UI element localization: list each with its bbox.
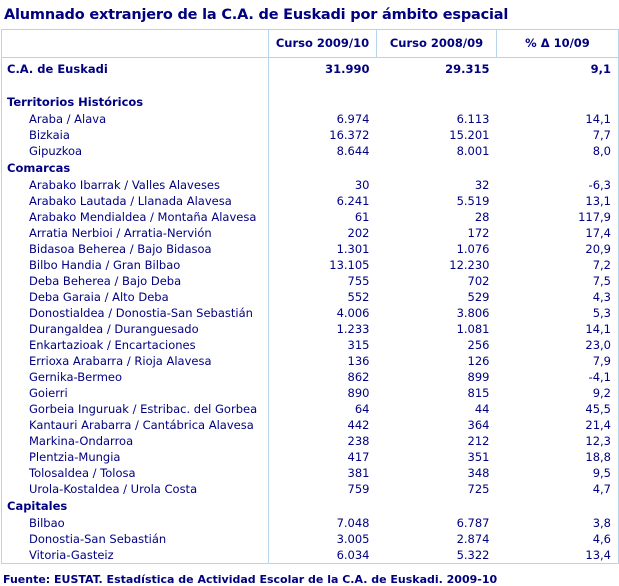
- row-label: Tolosaldea / Tolosa: [29, 465, 136, 480]
- row-label: Territorios Históricos: [7, 94, 144, 109]
- row-value-col1: 6.034: [269, 547, 377, 564]
- row-value-col2: 3.806: [456, 305, 490, 320]
- row-value-col2: [377, 159, 497, 177]
- row-value-col3: [497, 93, 619, 111]
- row-label-cell: [2, 80, 269, 93]
- table-header: [2, 30, 619, 58]
- row-label-cell: [2, 353, 269, 369]
- row-label-cell: [2, 531, 269, 547]
- row-value-col3: 12,3: [497, 433, 619, 449]
- column-header-percent-change: % Δ 10/09: [497, 30, 619, 58]
- row-label: Arratia Nerbioi / Arratia-Nervión: [29, 225, 212, 240]
- row-label-cell: [2, 515, 269, 531]
- row-value-col2: 702: [467, 273, 490, 288]
- row-value-col3: 9,1: [497, 58, 619, 81]
- row-label: Goierri: [29, 385, 68, 400]
- table-row: [2, 159, 619, 177]
- row-value-col1: 6.974: [336, 111, 370, 126]
- row-value-col2: 2.874: [456, 531, 490, 546]
- row-label: Enkartazioak / Encartaciones: [29, 337, 196, 352]
- row-label: Gorbeia Inguruak / Estribac. del Gorbea: [29, 401, 258, 416]
- row-value-col1: 64: [354, 401, 370, 416]
- row-value-col1: 16.372: [329, 127, 370, 142]
- row-value-col3: 117,9: [497, 209, 619, 225]
- row-label-cell: [2, 321, 269, 337]
- row-label: Arabako Ibarrak / Valles Alaveses: [29, 177, 220, 192]
- table-row: [2, 80, 619, 93]
- row-label: C.A. de Euskadi: [7, 61, 108, 76]
- row-label-cell: [2, 385, 269, 401]
- row-value-col3: 14,1: [497, 321, 619, 337]
- row-label-cell: [2, 193, 269, 209]
- table-body: [2, 58, 619, 564]
- statistics-table: [1, 29, 619, 564]
- row-value-col1: 862: [347, 369, 370, 384]
- table-row: [2, 465, 619, 481]
- row-value-col3: 9,5: [497, 465, 619, 481]
- row-value-col3: 7,9: [497, 353, 619, 369]
- row-value-col2: 212: [467, 433, 490, 448]
- table-row: [2, 305, 619, 321]
- row-value-col3: 8,0: [497, 143, 619, 159]
- row-label-cell: [2, 58, 269, 81]
- row-value-col2: 1.081: [456, 321, 490, 336]
- row-value-col1: 1.233: [336, 321, 370, 336]
- row-value-col3: 45,5: [497, 401, 619, 417]
- row-label-cell: [2, 433, 269, 449]
- row-value-col2: 126: [467, 353, 490, 368]
- row-label-cell: [2, 143, 269, 159]
- row-label-cell: [2, 225, 269, 241]
- row-value-col2: 44: [474, 401, 490, 416]
- row-value-col2: [377, 80, 497, 93]
- table-row: [2, 369, 619, 385]
- row-label: Deba Beherea / Bajo Deba: [29, 273, 182, 288]
- row-value-col1: 8.644: [336, 143, 370, 158]
- row-value-col1: [269, 497, 377, 515]
- row-value-col1: 1.301: [336, 241, 370, 256]
- row-label-cell: [2, 241, 269, 257]
- table-row: [2, 273, 619, 289]
- row-label: Araba / Alava: [29, 111, 107, 126]
- row-label-cell: [2, 273, 269, 289]
- row-value-col3: 17,4: [497, 225, 619, 241]
- row-value-col2: 172: [467, 225, 490, 240]
- table-row: [2, 289, 619, 305]
- row-label: Arabako Mendialdea / Montaña Alavesa: [29, 209, 257, 224]
- row-value-col1: 61: [354, 209, 370, 224]
- row-value-col3: [497, 497, 619, 515]
- row-label: Arabako Lautada / Llanada Alavesa: [29, 193, 232, 208]
- row-label-cell: [2, 547, 269, 564]
- row-label: Bidasoa Beherea / Bajo Bidasoa: [29, 241, 212, 256]
- table-row: [2, 481, 619, 497]
- row-label: Urola-Kostaldea / Urola Costa: [29, 481, 198, 496]
- row-value-col3: 7,7: [497, 127, 619, 143]
- row-value-col3: 20,9: [497, 241, 619, 257]
- row-value-col1: [269, 159, 377, 177]
- row-label: Kantauri Arabarra / Cantábrica Alavesa: [29, 417, 254, 432]
- row-value-col3: 3,8: [497, 515, 619, 531]
- row-value-col2: 256: [467, 337, 490, 352]
- row-label-cell: [2, 305, 269, 321]
- row-label: Vitoria-Gasteiz: [29, 547, 114, 562]
- row-value-col2: 32: [474, 177, 490, 192]
- table-row: [2, 449, 619, 465]
- row-value-col3: [497, 159, 619, 177]
- row-value-col3: 4,7: [497, 481, 619, 497]
- row-value-col2: 348: [467, 465, 490, 480]
- row-value-col3: 13,1: [497, 193, 619, 209]
- row-value-col1: 315: [347, 337, 370, 352]
- row-label-cell: [2, 417, 269, 433]
- row-value-col1: 238: [347, 433, 370, 448]
- table-row: [2, 111, 619, 127]
- table-row: [2, 547, 619, 564]
- table-row: [2, 209, 619, 225]
- row-label-cell: [2, 111, 269, 127]
- table-row: [2, 515, 619, 531]
- row-value-col2: 529: [467, 289, 490, 304]
- row-value-col1: [269, 80, 377, 93]
- table-row: [2, 58, 619, 81]
- row-value-col1: 202: [347, 225, 370, 240]
- row-value-col2: 899: [467, 369, 490, 384]
- table-row: [2, 353, 619, 369]
- row-value-col1: 31.990: [325, 61, 370, 76]
- row-label-cell: [2, 481, 269, 497]
- row-value-col2: 364: [467, 417, 490, 432]
- row-value-col3: [497, 80, 619, 93]
- table-row: [2, 417, 619, 433]
- header-row: [2, 30, 619, 58]
- row-value-col3: 23,0: [497, 337, 619, 353]
- row-label-cell: [2, 369, 269, 385]
- row-value-col1: 552: [347, 289, 370, 304]
- table-row: [2, 143, 619, 159]
- table-row: [2, 497, 619, 515]
- row-value-col2: 15.201: [449, 127, 490, 142]
- table-row: [2, 257, 619, 273]
- row-value-col1: 13.105: [329, 257, 370, 272]
- row-label: Donostia-San Sebastián: [29, 531, 167, 546]
- row-value-col2: 815: [467, 385, 490, 400]
- row-value-col1: 6.241: [336, 193, 370, 208]
- row-label: Bizkaia: [29, 127, 70, 142]
- table-row: [2, 321, 619, 337]
- row-label-cell: [2, 465, 269, 481]
- row-value-col2: 8.001: [456, 143, 490, 158]
- table-row: [2, 337, 619, 353]
- row-label: Deba Garaia / Alto Deba: [29, 289, 169, 304]
- row-value-col1: 381: [347, 465, 370, 480]
- row-value-col3: 5,3: [497, 305, 619, 321]
- row-value-col2: 5.519: [456, 193, 490, 208]
- row-label: Capitales: [7, 498, 68, 513]
- row-value-col3: 7,2: [497, 257, 619, 273]
- row-value-col1: 759: [347, 481, 370, 496]
- row-value-col3: 7,5: [497, 273, 619, 289]
- row-label-cell: [2, 177, 269, 193]
- row-value-col3: 9,2: [497, 385, 619, 401]
- row-label: Gipuzkoa: [29, 143, 83, 158]
- column-header-curso-2008-09: Curso 2008/09: [377, 30, 497, 58]
- row-value-col2: 28: [474, 209, 490, 224]
- row-value-col2: 29.315: [445, 61, 490, 76]
- row-label: Plentzia-Mungia: [29, 449, 121, 464]
- row-value-col2: 12.230: [449, 257, 490, 272]
- row-value-col1: 7.048: [336, 515, 370, 530]
- row-value-col3: -6,3: [497, 177, 619, 193]
- row-label: Errioxa Arabarra / Rioja Alavesa: [29, 353, 212, 368]
- row-value-col3: 14,1: [497, 111, 619, 127]
- row-value-col2: 5.322: [377, 547, 497, 564]
- table-row: [2, 385, 619, 401]
- row-value-col1: 417: [347, 449, 370, 464]
- table-row: [2, 531, 619, 547]
- source-note: Fuente: EUSTAT. Estadística de Actividad Escolar de la C.A. de Euskadi. 2009-10: [3, 573, 498, 586]
- row-label-cell: [2, 337, 269, 353]
- row-value-col2: 351: [467, 449, 490, 464]
- column-header-label: [2, 30, 269, 58]
- row-value-col1: 442: [347, 417, 370, 432]
- row-label: Durangaldea / Duranguesado: [29, 321, 199, 336]
- table-row: [2, 401, 619, 417]
- row-value-col1: [269, 93, 377, 111]
- row-label: Markina-Ondarroa: [29, 433, 134, 448]
- row-label: Comarcas: [7, 160, 71, 175]
- row-label-cell: [2, 127, 269, 143]
- row-value-col2: [377, 93, 497, 111]
- row-value-col3: 21,4: [497, 417, 619, 433]
- row-value-col3: -4,1: [497, 369, 619, 385]
- row-value-col2: 725: [467, 481, 490, 496]
- row-value-col2: 6.113: [456, 111, 490, 126]
- row-label: Bilbo Handia / Gran Bilbao: [29, 257, 181, 272]
- row-value-col1: 136: [347, 353, 370, 368]
- row-label: [2, 79, 29, 93]
- row-label-cell: [2, 159, 269, 177]
- row-label: Bilbao: [29, 515, 65, 530]
- row-value-col1: 4.006: [336, 305, 370, 320]
- column-header-curso-2009-10: Curso 2009/10: [269, 30, 377, 58]
- row-value-col2: 1.076: [456, 241, 490, 256]
- row-label-cell: [2, 449, 269, 465]
- row-label-cell: [2, 209, 269, 225]
- row-label-cell: [2, 497, 269, 515]
- row-value-col1: 755: [347, 273, 370, 288]
- row-value-col3: 18,8: [497, 449, 619, 465]
- table-row: [2, 93, 619, 111]
- table-row: [2, 225, 619, 241]
- row-value-col1: 890: [347, 385, 370, 400]
- row-value-col3: 13,4: [497, 547, 619, 564]
- row-value-col3: 4,6: [497, 531, 619, 547]
- table-row: [2, 433, 619, 449]
- row-label-cell: [2, 93, 269, 111]
- table-row: [2, 241, 619, 257]
- row-value-col1: 3.005: [336, 531, 370, 546]
- row-value-col1: 30: [354, 177, 370, 192]
- table-row: [2, 177, 619, 193]
- table-row: [2, 127, 619, 143]
- row-label: Gernika-Bermeo: [29, 369, 123, 384]
- row-label-cell: [2, 401, 269, 417]
- row-label-cell: [2, 289, 269, 305]
- row-value-col2: [377, 497, 497, 515]
- page-title: Alumnado extranjero de la C.A. de Euskadi por ámbito espacial: [4, 7, 509, 23]
- row-label-cell: [2, 257, 269, 273]
- row-value-col2: 6.787: [456, 515, 490, 530]
- row-value-col3: 4,3: [497, 289, 619, 305]
- table-row: [2, 193, 619, 209]
- row-label: Donostialdea / Donostia-San Sebastián: [29, 305, 253, 320]
